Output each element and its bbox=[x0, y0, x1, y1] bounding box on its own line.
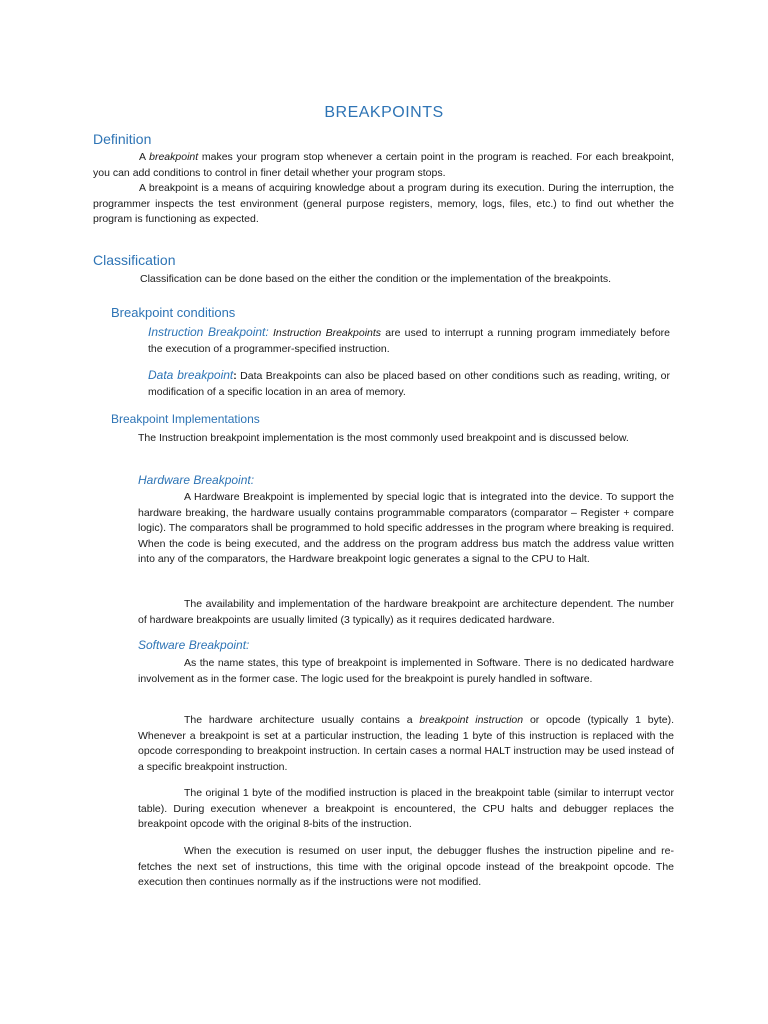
software-breakpoint-heading: Software Breakpoint: bbox=[138, 638, 250, 652]
breakpoint-implementations-heading: Breakpoint Implementations bbox=[111, 412, 260, 426]
page-title: BREAKPOINTS bbox=[324, 104, 444, 121]
breakpoint-conditions-heading: Breakpoint conditions bbox=[111, 305, 236, 320]
software-paragraph-2: The hardware architecture usually contains a breakpoint instruction or opcode (typically 1 byte). Whenever a breakpoint is set at a particular instruction, the leading 1 byte of this instruction is replaced with the opcode corresponding to breakpoint instruction. In certain cases a normal HALT instruction may be used instead of a specific breakpoint instruction. bbox=[138, 714, 675, 773]
definition-paragraph-2: A breakpoint is a means of acquiring knowledge about a program during its execution. During the interruption, the programmer inspects the test environment (general purpose registers, memory, logs, files, etc.) to find out whether the program is functioning as expected. bbox=[93, 182, 674, 226]
classification-heading: Classification bbox=[93, 252, 176, 268]
instruction-breakpoint-paragraph: Instruction Breakpoint: Instruction Breakpoints are used to interrupt a running program immediately before the execution of a programmer-specified instruction. bbox=[148, 325, 670, 355]
definition-heading: Definition bbox=[93, 131, 152, 147]
data-breakpoint-paragraph: Data breakpoint: Data Breakpoints can also be placed based on other conditions such as reading, writing, or modification of a specific location in an area of memory. bbox=[148, 368, 670, 398]
breakpoint-instruction-term: breakpoint instruction bbox=[419, 714, 524, 726]
hardware-paragraph-2: The availability and implementation of the hardware breakpoint are architecture dependent. The number of hardware breakpoints are usually limited (3 typically) as it requires dedicated hardware. bbox=[138, 598, 674, 626]
software-paragraph-3: The original 1 byte of the modified instruction is placed in the breakpoint table (similar to interrupt vector table). During execution whenever a breakpoint is encountered, the CPU halts and debugger replaces the breakpoint opcode with the original 8-bits of the instruction. bbox=[138, 787, 674, 831]
hardware-paragraph-1: A Hardware Breakpoint is implemented by special logic that is integrated into the device. To support the hardware breaking, the hardware usually contains programmable comparators (comparator – Register + compare logic). The comparators shall be programmed to hold specific addresses in the program where breaking is required. When the code is being executed, and the address on the program address bus match the address value written into any of the comparators, the Hardware breakpoint logic generates a signal to the CPU to Halt. bbox=[138, 491, 674, 566]
hardware-breakpoint-heading: Hardware Breakpoint: bbox=[138, 473, 255, 487]
data-breakpoint-label: Data breakpoint bbox=[148, 368, 234, 382]
breakpoint-term: breakpoint bbox=[149, 151, 199, 163]
classification-paragraph: Classification can be done based on the either the condition or the implementation of the breakpoints. bbox=[140, 273, 612, 285]
implementations-intro: The Instruction breakpoint implementation is the most commonly used breakpoint and is discussed below. bbox=[138, 432, 629, 444]
definition-paragraph-1: A breakpoint makes your program stop whenever a certain point in the program is reached. For each breakpoint, you can add conditions to control in finer detail whether your program stops. bbox=[93, 151, 675, 179]
software-paragraph-4: When the execution is resumed on user input, the debugger flushes the instruction pipeline and re-fetches the next set of instructions, this time with the original opcode instead of the breakpoint opcode. The execution then continues normally as if the instructions were not modified. bbox=[138, 845, 674, 889]
software-paragraph-1: As the name states, this type of breakpoint is implemented in Software. There is no dedicated hardware involvement as in the former case. The logic used for the breakpoint is purely handled in software. bbox=[138, 657, 674, 685]
instruction-breakpoint-label: Instruction Breakpoint: bbox=[148, 325, 269, 339]
